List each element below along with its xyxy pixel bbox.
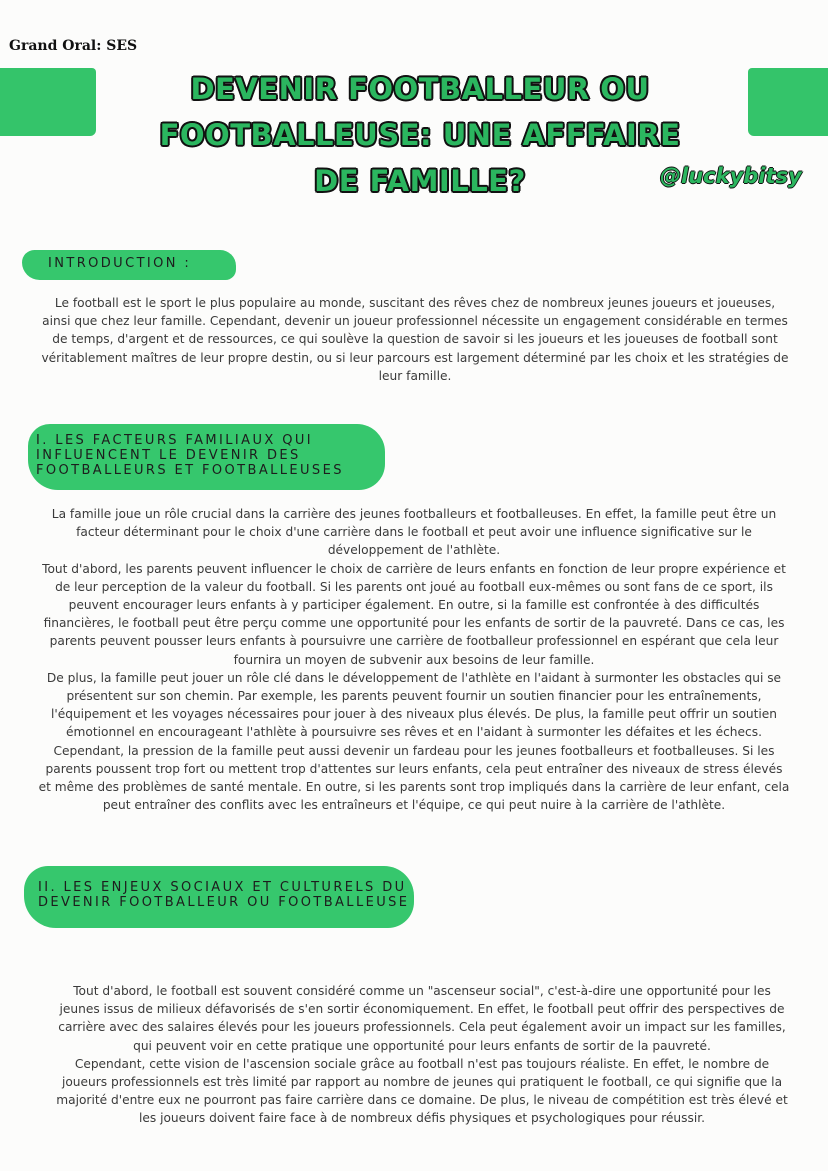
section-1-paragraph-3: De plus, la famille peut jouer un rôle clé dans le développement de l'athlète en l'aidant à surmonter les obstacles qui se présentent sur son chemin. Par exemple, les parents peuvent fournir un soutien financier pour les entraînements, l'équipement et les voyages nécessaires pour jouer à des niveaux plus élevés. De plus, la famille peut offrir un soutien émotionnel en encourageant l'athlète à poursuivre ses rêves et en l'aidant à surmonter les défaites et les échecs.: [46, 670, 782, 740]
section-2-paragraph-2: Cependant, cette vision de l'ascension sociale grâce au football n'est pas toujours réaliste. En effet, le nombre de joueurs professionnels est très limité par rapport au nombre de jeunes qui pratiquent le football, ce qui signifie que la majorité d'entre eux ne pourront pas faire carrière dans ce domaine. De plus, le niveau de compétition est très élevé et les joueurs doivent faire face à de nombreux défis physiques et psychologiques pour réussir.: [56, 1056, 788, 1126]
author-handle: @luckybitsy: [660, 164, 802, 188]
section-1-paragraph-1: La famille joue un rôle crucial dans la carrière des jeunes footballeurs et footballeuses. En effet, la famille peut être un facteur déterminant pour le choix d'une carrière dans le football et peut avoir une influence significative sur le développement de l'athlète.: [51, 507, 777, 558]
section-1-paragraph-2: Tout d'abord, les parents peuvent influencer le choix de carrière de leurs enfants en fonction de leur propre expérience et de leur perception de la valeur du football. Si les parents ont joué au football eux-mêmes ou sont fans de ce sport, ils peuvent encourager leurs enfants à y participer également. En outre, si la famille est confrontée à des difficultés financières, le football peut être perçu comme une opportunité pour les enfants de sortir de la pauvreté. Dans ce cas, les parents peuvent pousser leurs enfants à poursuivre une carrière de footballeur professionnel en espérant que cela leur fournira un moyen de subvenir aux besoins de leur famille.: [42, 561, 786, 667]
introduction-heading: INTRODUCTION :: [48, 256, 192, 271]
section-2-paragraph-1: Tout d'abord, le football est souvent considéré comme un "ascenseur social", c'est-à-dire une opportunité pour les jeunes issus de milieux défavorisés de s'en sortir économiquement. En effet, le football peut offrir des perspectives de carrière avec des salaires élevés pour les joueurs professionnels. Cela peut également avoir un impact sur les familles, qui peuvent voir en cette pratique une opportunité pour leurs enfants de sortir de la pauvreté.: [58, 984, 786, 1053]
decorative-green-block-right: [748, 68, 828, 136]
section-1-text: [38, 505, 790, 814]
introduction-text: [40, 294, 790, 385]
decorative-green-block-left: [0, 68, 96, 136]
introduction-paragraph: Le football est le sport le plus populaire au monde, suscitant des rêves chez de nombreux jeunes joueurs et joueuses, ainsi que chez leur famille. Cependant, devenir un joueur professionnel nécessite un engagement considérable en termes de temps, d'argent et de ressources, ce qui soulève la question de savoir si les joueurs et les joueuses de football sont véritablement maîtres de leur propre destin, ou si leur parcours est largement déterminé par les choix et les stratégies de leur famille.: [41, 296, 789, 383]
section-2-text: [52, 982, 792, 1128]
page-title: DEVENIR FOOTBALLEUR OU FOOTBALLEUSE: UNE AFFFAIRE DE FAMILLE?: [159, 72, 681, 198]
document-label: Grand Oral: SES: [9, 38, 138, 54]
section-1-paragraph-4: Cependant, la pression de la famille peut aussi devenir un fardeau pour les jeunes footballeurs et footballeuses. Si les parents poussent trop fort ou mettent trop d'attentes sur leurs enfants, cela peut entraîner des niveaux de stress élevés et même des problèmes de santé mentale. En outre, si les parents sont trop impliqués dans la carrière de leur enfant, cela peut entraîner des conflits avec les entraîneurs et l'équipe, ce qui peut nuire à la carrière de l'athlète.: [38, 743, 790, 813]
section-2-heading: II. LES ENJEUX SOCIAUX ET CULTURELS DU DEVENIR FOOTBALLEUR OU FOOTBALLEUSE: [38, 880, 410, 910]
section-1-heading: I. LES FACTEURS FAMILIAUX QUI INFLUENCENT LE DEVENIR DES FOOTBALLEURS ET FOOTBALLEUSES: [36, 433, 344, 478]
